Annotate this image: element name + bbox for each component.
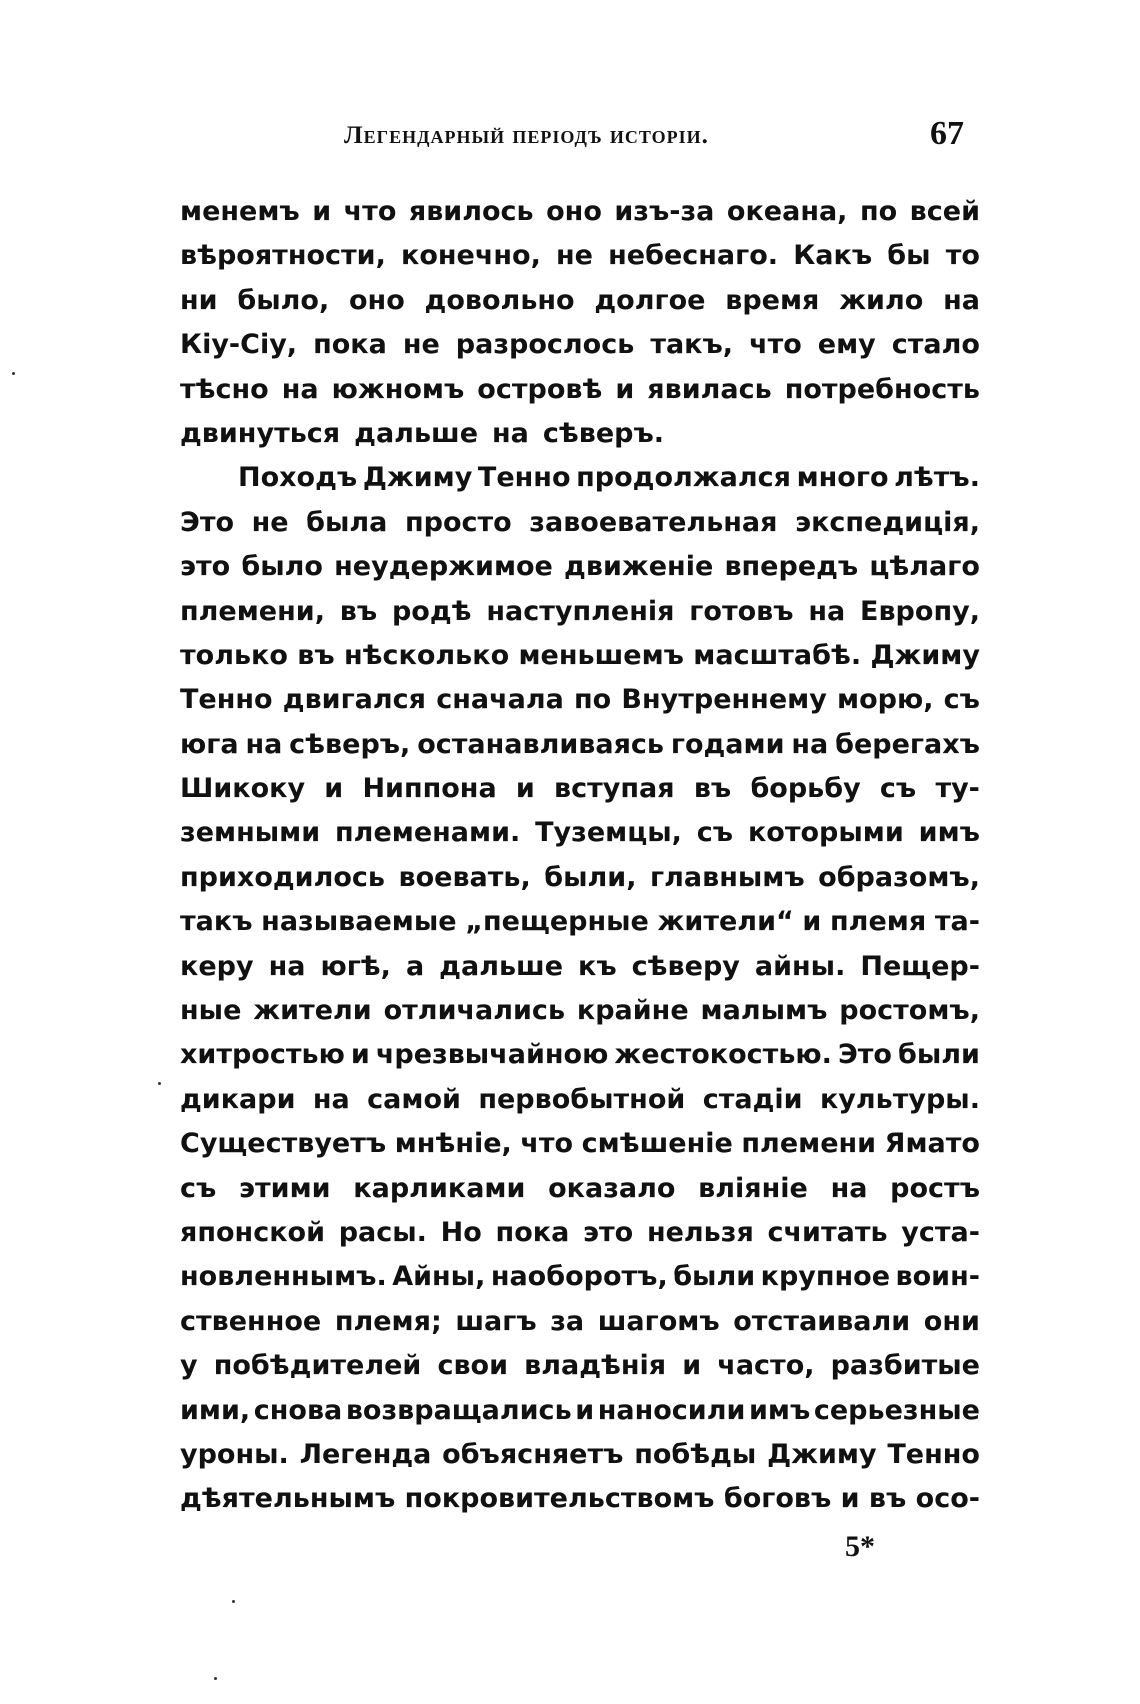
scan-speck: [12, 372, 15, 375]
text-line: керу на югѣ, а дальше къ сѣверу айны. Пещер-: [180, 950, 980, 982]
scan-speck: [214, 1677, 217, 1680]
text-line: Походъ Джиму Тенно продолжался много лѣтъ.: [238, 462, 980, 494]
text-line: ные жители отличались крайне малымъ ростомъ,: [180, 995, 980, 1027]
body-text: [180, 190, 980, 1522]
text-line: уроны. Легенда объясняетъ побѣды Джиму Тенно: [180, 1438, 980, 1470]
text-line: дѣятельнымъ покровительствомъ боговъ и въ осо-: [180, 1483, 980, 1515]
text-line: юга на сѣверъ, останавливаясь годами на берегахъ: [180, 728, 980, 760]
scan-speck: [158, 1082, 161, 1085]
text-line: только въ нѣсколько меньшемъ масштабѣ. Джиму: [180, 639, 980, 671]
text-line: такъ называемые „пещерные жители“ и племя та-: [180, 906, 980, 938]
text-line: ственное племя; шагъ за шагомъ отстаивали они: [180, 1305, 980, 1337]
text-line: японской расы. Но пока это нельзя считать уста-: [180, 1216, 980, 1248]
text-line: съ этими карликами оказало вліяніе на ростъ: [180, 1172, 980, 1204]
text-line: ими, снова возвращались и наносили имъ серьезные: [180, 1394, 980, 1426]
text-line: приходилось воевать, были, главнымъ образомъ,: [180, 861, 980, 893]
text-line: Это не была просто завоевательная экспедиція,: [180, 506, 980, 538]
text-line: менемъ и что явилось оно изъ-за океана, по всей: [180, 196, 980, 227]
text-line: земными племенами. Туземцы, съ которыми имъ: [180, 817, 980, 849]
text-line: у побѣдителей свои владѣнія и часто, разбитые: [180, 1350, 980, 1382]
text-line: тѣсно на южномъ островѣ и явилась потребность: [180, 373, 980, 405]
text-line: двинуться дальше на сѣверъ.: [180, 417, 665, 449]
signature-mark: 5*: [845, 1530, 875, 1563]
text-line: Тенно двигался сначала по Внутреннему морю, съ: [180, 684, 980, 716]
text-line: хитростью и чрезвычайною жестокостью. Это были: [180, 1039, 980, 1071]
text-line: ни было, оно довольно долгое время жило на: [180, 284, 980, 316]
running-header: Легендарный періодъ исторіи.: [344, 122, 709, 149]
text-line: племени, въ родѣ наступленія готовъ на Европу,: [180, 595, 980, 627]
text-line: Кіу-Сіу, пока не разрослось такъ, что ему стало: [180, 329, 980, 361]
text-line: Существуетъ мнѣніе, что смѣшеніе племени Ямато: [180, 1128, 980, 1160]
page-number: 67: [930, 115, 964, 152]
text-line: дикари на самой первобытной стадіи культуры.: [180, 1083, 980, 1115]
text-line: это было неудержимое движеніе впередъ цѣлаго: [180, 551, 980, 583]
scan-speck: [232, 1600, 235, 1603]
text-line: вѣроятности, конечно, не небеснаго. Какъ бы то: [180, 240, 980, 272]
text-line: новленнымъ. Айны, наоборотъ, были крупное воин-: [180, 1261, 980, 1293]
text-line: Шикоку и Ниппона и вступая въ борьбу съ ту-: [180, 773, 980, 805]
